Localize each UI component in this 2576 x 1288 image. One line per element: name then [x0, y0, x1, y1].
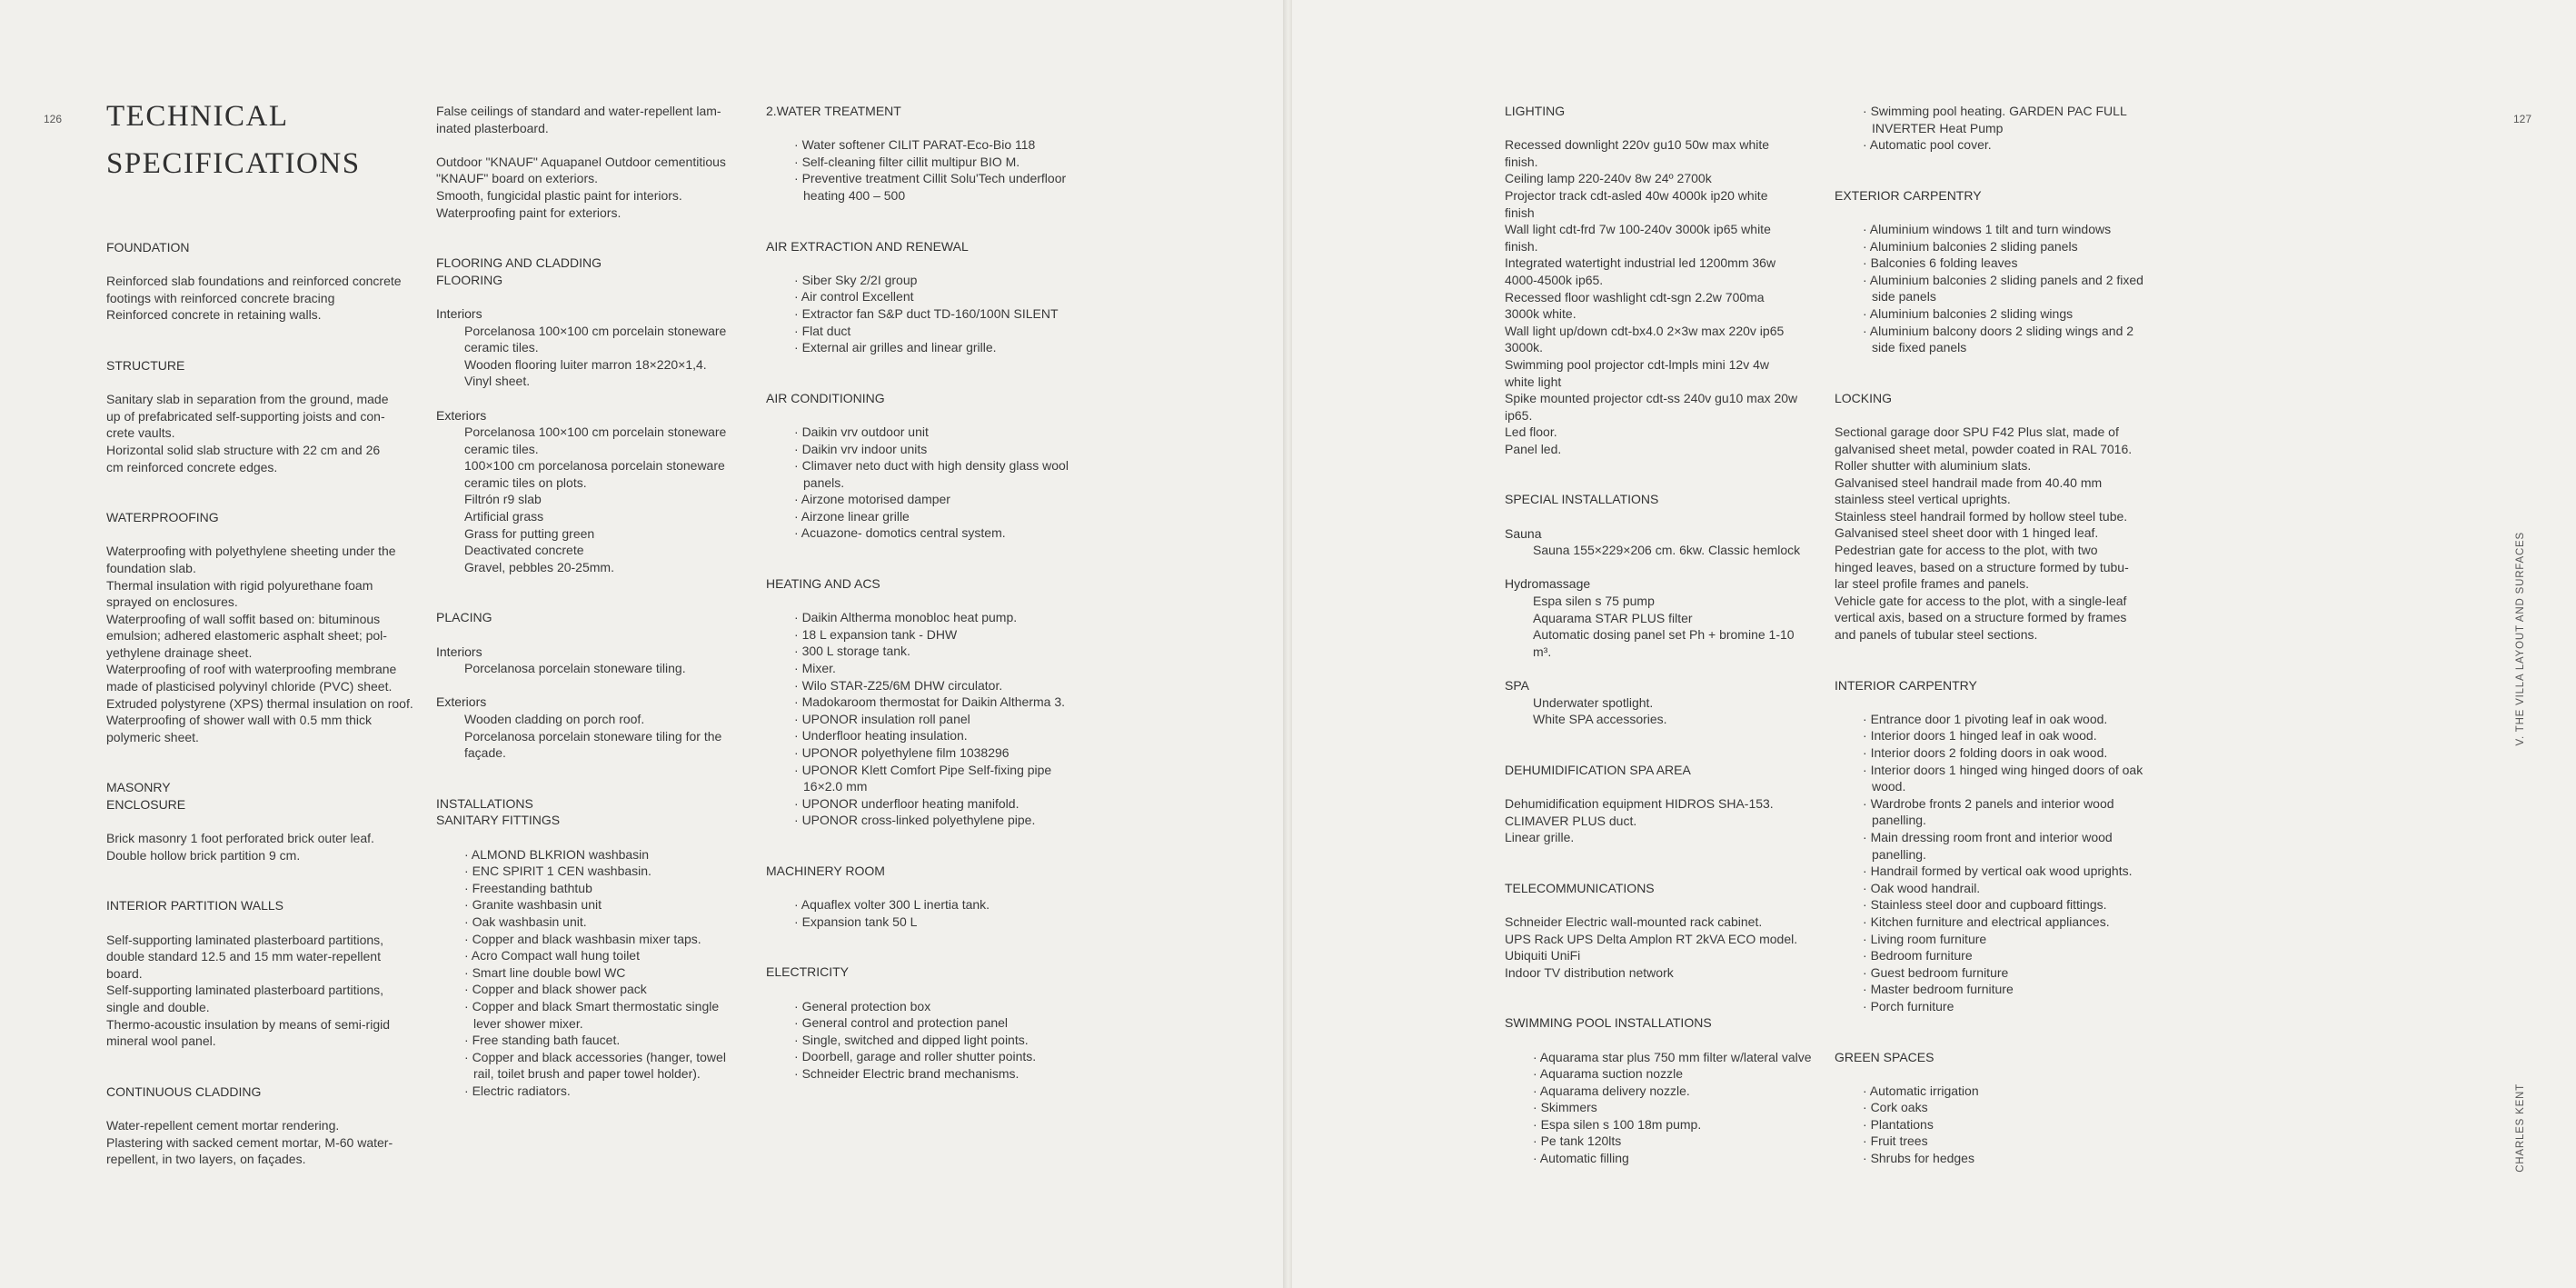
- spec-line: mineral wool panel.: [106, 1033, 216, 1049]
- section-spacer: [1835, 356, 2143, 390]
- spec-line: Roller shutter with aluminium slats.: [1835, 458, 2032, 474]
- section-heading: TELECOMMUNICATIONS: [1505, 880, 1655, 895]
- spec-line: Water-repellent cement mortar rendering.: [106, 1117, 340, 1133]
- section-spacer: [106, 324, 415, 357]
- spacer: [436, 626, 745, 644]
- bullet-item: · Oak wood handrail.: [1835, 880, 2143, 897]
- spacer: [106, 914, 415, 932]
- spec-column-2: [436, 103, 745, 1099]
- bullet-item: · Bedroom furniture: [1835, 947, 2143, 964]
- section-spacer: [1835, 644, 2143, 677]
- page-number-left: 126: [44, 113, 63, 125]
- section-spacer: [766, 930, 1075, 964]
- spec-line: stainless steel vertical uprights.: [1835, 492, 2011, 507]
- spacer: [106, 814, 415, 831]
- bullet-item: · Aluminium windows 1 tilt and turn windows: [1835, 221, 2143, 238]
- bullet-item: · Fruit trees: [1835, 1133, 2143, 1150]
- section-spacer: [1505, 457, 1814, 491]
- bullet-item: · Automatic filling: [1505, 1150, 1814, 1167]
- spec-line-indented: Porcelanosa porcelain stoneware tiling.: [464, 661, 686, 676]
- section-heading: HEATING AND ACS: [766, 576, 880, 592]
- spec-line: Double hollow brick partition 9 cm.: [106, 847, 301, 863]
- bullet-item: · UPONOR polyethylene film 1038296: [766, 744, 1075, 762]
- section-heading: INTERIOR PARTITION WALLS: [106, 898, 283, 914]
- spec-column-1: [106, 239, 415, 1168]
- bullet-item: · Copper and black washbasin mixer taps.: [436, 931, 745, 948]
- section-heading: 2.WATER TREATMENT: [766, 104, 901, 118]
- section-heading: LIGHTING: [1505, 104, 1566, 118]
- spec-line: "KNAUF" board on exteriors.: [436, 171, 599, 186]
- spec-line: Recessed floor washlight cdt-sgn 2.2w 700ma: [1505, 289, 1765, 305]
- spec-line-indented: Porcelanosa 100×100 cm porcelain stoneware: [464, 323, 727, 338]
- section-heading: SWIMMING POOL INSTALLATIONS: [1505, 1015, 1712, 1031]
- spec-line-indented: Aquarama STAR PLUS filter: [1533, 610, 1693, 625]
- spec-line: hinged leaves, based on a structure formed by tubu-: [1835, 559, 2129, 574]
- section-heading: FLOORING: [436, 272, 503, 287]
- section-heading: CONTINUOUS CLADDING: [106, 1083, 262, 1099]
- bullet-item: · Freestanding bathtub: [436, 880, 745, 897]
- spec-line: Thermo-acoustic insulation by means of semi-rigid: [106, 1016, 391, 1032]
- subsection-label: SPA: [1505, 678, 1529, 693]
- bullet-item: · Handrail formed by vertical oak wood uprights.: [1835, 863, 2143, 880]
- spacer: [106, 526, 415, 544]
- spec-line: yethylene drainage sheet.: [106, 644, 253, 660]
- spacer: [766, 880, 1075, 897]
- spacer: [1505, 896, 1814, 914]
- bullet-item: · Climaver neto duct with high density glass wool panels.: [766, 457, 1075, 491]
- spec-line: Vehicle gate for access to the plot, with a single-leaf: [1835, 593, 2127, 608]
- bullet-item: · Plantations: [1835, 1116, 2143, 1133]
- spec-line: Horizontal solid slab structure with 22 cm and 26: [106, 442, 381, 457]
- section-heading: ENCLOSURE: [106, 797, 186, 813]
- bullet-item: · Stainless steel door and cupboard fittings.: [1835, 896, 2143, 914]
- bullet-item: · Wilo STAR-Z25/6M DHW circulator.: [766, 677, 1075, 694]
- spec-line: Plastering with sacked cement mortar, M-60 water-: [106, 1134, 393, 1150]
- bullet-item: · Aluminium balconies 2 sliding panels and 2 fixed side panels: [1835, 272, 2143, 305]
- bullet-item: · Acro Compact wall hung toilet: [436, 947, 745, 964]
- spec-column-4: [1505, 103, 1814, 1167]
- bullet-item: · Daikin Altherma monobloc heat pump.: [766, 609, 1075, 626]
- spec-line: Waterproofing of shower wall with 0.5 mm thick: [106, 713, 373, 728]
- bullet-item: · Swimming pool heating. GARDEN PAC FULL INVERTER Heat Pump: [1835, 103, 2143, 136]
- spec-line: Self-supporting laminated plasterboard partitions,: [106, 932, 384, 947]
- bullet-item: · Aquaflex volter 300 L inertia tank.: [766, 896, 1075, 914]
- section-spacer: [766, 356, 1075, 390]
- spec-line-indented: ceramic tiles on plots.: [464, 474, 587, 490]
- subsection-label: Interiors: [436, 305, 482, 321]
- bullet-item: · Oak washbasin unit.: [436, 914, 745, 931]
- spec-line-indented: ceramic tiles.: [464, 340, 539, 355]
- section-heading: AIR CONDITIONING: [766, 390, 885, 405]
- bullet-item: · Automatic pool cover.: [1835, 136, 2143, 154]
- section-spacer: [1835, 1015, 2143, 1049]
- title-line-2: SPECIFICATIONS: [106, 147, 361, 180]
- spec-line-indented: Underwater spotlight.: [1533, 694, 1654, 710]
- bullet-item: · ALMOND BLKRION washbasin: [436, 846, 745, 864]
- spec-line: Waterproofing of roof with waterproofing membrane: [106, 662, 397, 677]
- bullet-item: · Siber Sky 2/2I group: [766, 272, 1075, 289]
- section-spacer: [106, 1050, 415, 1083]
- bullet-item: · Expansion tank 50 L: [766, 914, 1075, 931]
- bullet-item: · General control and protection panel: [766, 1014, 1075, 1032]
- bullet-item: · UPONOR underfloor heating manifold.: [766, 795, 1075, 813]
- bullet-item: · UPONOR Klett Comfort Pipe Self-fixing pipe 16×2.0 mm: [766, 762, 1075, 795]
- spec-line-indented: Sauna 155×229×206 cm. 6kw. Classic hemlock: [1533, 543, 1801, 558]
- spec-line: single and double.: [106, 999, 210, 1014]
- spec-line: Spike mounted projector cdt-ss 240v gu10 max 20w: [1505, 391, 1798, 406]
- bullet-item: · UPONOR cross-linked polyethylene pipe.: [766, 812, 1075, 829]
- spec-line: Waterproofing of wall soffit based on: bituminous: [106, 611, 381, 626]
- spec-line-indented: ceramic tiles.: [464, 441, 539, 456]
- spec-line: Dehumidification equipment HIDROS SHA-153.: [1505, 795, 1774, 811]
- spec-line: Led floor.: [1505, 424, 1557, 440]
- spacer: [436, 677, 745, 694]
- subsection-label: Sauna: [1505, 525, 1542, 541]
- section-heading: EXTERIOR CARPENTRY: [1835, 187, 1982, 203]
- spec-line: Reinforced slab foundations and reinforced concrete: [106, 274, 402, 289]
- spec-line: Ceiling lamp 220-240v 8w 24º 2700k: [1505, 171, 1712, 186]
- bullet-item: · Electric radiators.: [436, 1083, 745, 1100]
- spacer: [436, 136, 745, 154]
- section-heading: AIR EXTRACTION AND RENEWAL: [766, 238, 969, 254]
- bullet-item: · Pe tank 120lts: [1505, 1133, 1814, 1150]
- section-spacer: [1505, 846, 1814, 880]
- spec-line: 4000-4500k ip65.: [1505, 272, 1604, 287]
- bullet-item: · Guest bedroom furniture: [1835, 964, 2143, 982]
- spec-line: finish.: [1505, 238, 1538, 254]
- spec-line-indented: Deactivated concrete: [464, 543, 584, 558]
- spacer: [106, 256, 415, 274]
- spec-line: Swimming pool projector cdt-lmpls mini 12v 4w: [1505, 356, 1769, 372]
- bullet-item: · Air control Excellent: [766, 288, 1075, 305]
- subsection-label: Interiors: [436, 644, 482, 659]
- spec-line: UPS Rack UPS Delta Amplon RT 2kVA ECO model.: [1505, 931, 1798, 946]
- page-title: [106, 93, 361, 187]
- section-heading: FOUNDATION: [106, 240, 190, 255]
- spec-line: Stainless steel handrail formed by hollow steel tube.: [1835, 508, 2128, 524]
- bullet-item: · UPONOR insulation roll panel: [766, 711, 1075, 728]
- bullet-item: · Madokaroom thermostat for Daikin Altherma 3.: [766, 694, 1075, 711]
- spec-line: Galvanised steel sheet door with 1 hinged leaf.: [1835, 525, 2099, 541]
- spec-line: finish: [1505, 205, 1535, 220]
- spec-line: Wall light cdt-frd 7w 100-240v 3000k ip65 white: [1505, 222, 1771, 237]
- spec-line-indented: Gravel, pebbles 20-25mm.: [464, 559, 614, 574]
- bullet-item: · Aluminium balcony doors 2 sliding wings and 2 side fixed panels: [1835, 323, 2143, 356]
- spec-line: vertical axis, based on a structure formed by frames: [1835, 610, 2127, 625]
- subsection-label: Exteriors: [436, 407, 487, 423]
- spacer: [766, 981, 1075, 998]
- spec-line-indented: 100×100 cm porcelanosa porcelain stoneware: [464, 458, 725, 474]
- bullet-item: · 18 L expansion tank - DHW: [766, 626, 1075, 644]
- page-number-right: 127: [2513, 113, 2532, 125]
- bullet-item: · Espa silen s 100 18m pump.: [1505, 1116, 1814, 1133]
- spec-line: Wall light up/down cdt-bx4.0 2×3w max 220v ip65: [1505, 323, 1785, 338]
- bullet-item: · Porch furniture: [1835, 998, 2143, 1015]
- spec-line: finish.: [1505, 154, 1538, 169]
- bullet-item: · Interior doors 1 hinged leaf in oak wood.: [1835, 727, 2143, 744]
- spacer: [1505, 1032, 1814, 1049]
- bullet-item: · Entrance door 1 pivoting leaf in oak wood.: [1835, 711, 2143, 728]
- bullet-item: · Daikin vrv outdoor unit: [766, 424, 1075, 441]
- section-spacer: [436, 762, 745, 795]
- spec-line: cm reinforced concrete edges.: [106, 459, 278, 474]
- bullet-item: · General protection box: [766, 998, 1075, 1015]
- section-heading: MASONRY: [106, 780, 171, 795]
- subsection-label: Hydromassage: [1505, 576, 1591, 592]
- spec-line: Pedestrian gate for access to the plot, with two: [1835, 543, 2098, 558]
- spec-line: Waterproofing with polyethylene sheeting under the: [106, 544, 396, 559]
- spec-line: Indoor TV distribution network: [1505, 964, 1674, 980]
- bullet-item: · Automatic irrigation: [1835, 1083, 2143, 1100]
- section-heading: ELECTRICITY: [766, 964, 850, 980]
- bullet-item: · Flat duct: [766, 323, 1075, 340]
- spacer: [1505, 559, 1814, 576]
- section-heading: MACHINERY ROOM: [766, 863, 885, 878]
- bullet-item: · Extractor fan S&P duct TD-160/100N SILENT: [766, 305, 1075, 323]
- spec-line-indented: Artificial grass: [464, 509, 544, 524]
- section-spacer: [436, 575, 745, 609]
- bullet-item: · Aluminium balconies 2 sliding wings: [1835, 305, 2143, 323]
- spec-line: inated plasterboard.: [436, 120, 549, 135]
- bullet-item: · Daikin vrv indoor units: [766, 441, 1075, 458]
- spec-line: made of plasticised polyvinyl chloride (PVC) sheet.: [106, 679, 393, 694]
- book-gutter: [1283, 0, 1292, 1288]
- section-heading: WATERPROOFING: [106, 510, 219, 525]
- bullet-item: · Copper and black accessories (hanger, towel rail, toilet brush and paper towel holder).: [436, 1049, 745, 1083]
- bullet-item: · Shrubs for hedges: [1835, 1150, 2143, 1167]
- spec-line: Brick masonry 1 foot perforated brick outer leaf.: [106, 831, 374, 846]
- bullet-item: · Schneider Electric brand mechanisms.: [766, 1065, 1075, 1083]
- spec-line: Outdoor "KNAUF" Aquapanel Outdoor cementitious: [436, 154, 726, 169]
- bullet-item: · Interior doors 2 folding doors in oak wood.: [1835, 744, 2143, 762]
- spec-line: Extruded polystyrene (XPS) thermal insulation on roof.: [106, 695, 413, 711]
- author-label: CHARLES KENT: [2515, 1083, 2526, 1173]
- spacer: [1505, 508, 1814, 525]
- spacer: [106, 374, 415, 392]
- spec-line: Smooth, fungicidal plastic paint for interiors.: [436, 187, 682, 203]
- spec-line-indented: Espa silen s 75 pump: [1533, 594, 1655, 609]
- section-heading: INSTALLATIONS: [436, 795, 533, 811]
- section-spacer: [1505, 728, 1814, 762]
- bullet-item: · ENC SPIRIT 1 CEN washbasin.: [436, 863, 745, 880]
- spec-line: board.: [106, 965, 143, 981]
- bullet-item: · Free standing bath faucet.: [436, 1032, 745, 1049]
- spacer: [436, 829, 745, 846]
- section-spacer: [436, 221, 745, 255]
- spec-line: foundation slab.: [106, 560, 196, 575]
- bullet-item: · External air grilles and linear grille.: [766, 339, 1075, 356]
- bullet-item: · Underfloor heating insulation.: [766, 727, 1075, 744]
- spec-line: Panel led.: [1505, 441, 1562, 456]
- spec-line: Recessed downlight 220v gu10 50w max white: [1505, 137, 1770, 153]
- spec-line-indented: Grass for putting green: [464, 525, 595, 541]
- section-heading: INTERIOR CARPENTRY: [1835, 677, 1977, 693]
- section-heading: STRUCTURE: [106, 357, 185, 373]
- spec-line: crete vaults.: [106, 425, 175, 441]
- spec-line: lar steel profile frames and panels.: [1835, 576, 2029, 592]
- spec-line: and panels of tubular steel sections.: [1835, 627, 2038, 643]
- spec-line: Sanitary slab in separation from the ground, made: [106, 392, 389, 407]
- spec-line: Waterproofing paint for exteriors.: [436, 205, 622, 220]
- section-heading: LOCKING: [1835, 390, 1893, 405]
- spec-line-indented: White SPA accessories.: [1533, 712, 1667, 727]
- subsection-label: Exteriors: [436, 694, 487, 710]
- spec-line: Linear grille.: [1505, 830, 1575, 845]
- spec-line: 3000k.: [1505, 340, 1544, 355]
- spec-line: up of prefabricated self-supporting joists and con-: [106, 408, 385, 424]
- bullet-item: · Self-cleaning filter cillit multipur BIO M.: [766, 154, 1075, 171]
- spacer: [766, 593, 1075, 610]
- spec-line: repellent, in two layers, on façades.: [106, 1152, 306, 1167]
- spacer: [1835, 406, 2143, 424]
- bullet-item: · Aluminium balconies 2 sliding panels: [1835, 238, 2143, 255]
- spec-line: Projector track cdt-asled 40w 4000k ip20 white: [1505, 187, 1768, 203]
- bullet-item: · Doorbell, garage and roller shutter points.: [766, 1048, 1075, 1065]
- spec-line-indented: Wooden cladding on porch roof.: [464, 712, 645, 726]
- spec-line-indented: Porcelanosa porcelain stoneware tiling for the: [464, 728, 722, 744]
- spec-line-indented: Vinyl sheet.: [464, 374, 531, 389]
- bullet-item: · Master bedroom furniture: [1835, 981, 2143, 998]
- spec-line: False ceilings of standard and water-repellent lam-: [436, 104, 721, 118]
- spacer: [1835, 694, 2143, 711]
- bullet-item: · Smart line double bowl WC: [436, 964, 745, 982]
- spec-line: Ubiquiti UniFi: [1505, 948, 1581, 964]
- bullet-item: · 300 L storage tank.: [766, 643, 1075, 660]
- section-heading: FLOORING AND CLADDING: [436, 255, 602, 271]
- spacer: [1505, 120, 1814, 137]
- bullet-item: · Single, switched and dipped light points.: [766, 1032, 1075, 1049]
- bullet-item: · Airzone linear grille: [766, 508, 1075, 525]
- spacer: [766, 406, 1075, 424]
- spec-line: emulsion; adhered elastomeric asphalt sheet; pol-: [106, 628, 387, 644]
- spacer: [766, 120, 1075, 137]
- spec-line-indented: Automatic dosing panel set Ph + bromine 1-10 m³.: [1533, 627, 1795, 659]
- spacer: [1505, 660, 1814, 677]
- section-spacer: [766, 829, 1075, 863]
- bullet-item: · Water softener CILIT PARAT-Eco-Bio 118: [766, 136, 1075, 154]
- spec-line: Integrated watertight industrial led 1200mm 36w: [1505, 255, 1776, 271]
- spec-line: ip65.: [1505, 407, 1533, 423]
- section-spacer: [106, 475, 415, 509]
- bullet-item: · Acuazone- domotics central system.: [766, 524, 1075, 542]
- spacer: [436, 288, 745, 305]
- section-heading: DEHUMIDIFICATION SPA AREA: [1505, 762, 1691, 777]
- bullet-item: · Copper and black shower pack: [436, 981, 745, 998]
- spec-line: footings with reinforced concrete bracing: [106, 290, 335, 305]
- bullet-item: · Cork oaks: [1835, 1099, 2143, 1116]
- bullet-item: · Kitchen furniture and electrical appliances.: [1835, 914, 2143, 931]
- section-heading: SANITARY FITTINGS: [436, 813, 561, 828]
- spec-line: Thermal insulation with rigid polyurethane foam: [106, 577, 373, 593]
- spec-column-3: [766, 103, 1075, 1083]
- spec-line-indented: Porcelanosa 100×100 cm porcelain stoneware: [464, 424, 727, 440]
- section-spacer: [1505, 981, 1814, 1014]
- section-spacer: [106, 745, 415, 779]
- section-spacer: [766, 542, 1075, 575]
- spacer: [1835, 1065, 2143, 1083]
- bullet-item: · Living room furniture: [1835, 931, 2143, 948]
- section-heading: GREEN SPACES: [1835, 1049, 1934, 1064]
- spec-line: Schneider Electric wall-mounted rack cabinet.: [1505, 914, 1763, 929]
- spacer: [1835, 204, 2143, 221]
- spec-line-indented: Wooden flooring luiter marron 18×220×1,4.: [464, 356, 707, 372]
- chapter-label: V. THE VILLA LAYOUT AND SURFACES: [2515, 532, 2526, 746]
- spec-line: double standard 12.5 and 15 mm water-repellent: [106, 949, 381, 964]
- spec-line-indented: façade.: [464, 745, 506, 761]
- spacer: [1505, 778, 1814, 795]
- spec-line: Galvanised steel handrail made from 40.40 mm: [1835, 474, 2103, 490]
- section-spacer: [106, 864, 415, 897]
- bullet-item: · Main dressing room front and interior wood panelling.: [1835, 829, 2143, 863]
- section-heading: PLACING: [436, 610, 492, 625]
- spec-line-indented: Filtrón r9 slab: [464, 492, 542, 507]
- spec-line: Sectional garage door SPU F42 Plus slat, made of: [1835, 424, 2119, 439]
- bullet-item: · Skimmers: [1505, 1099, 1814, 1116]
- bullet-item: · Copper and black Smart thermostatic single lever shower mixer.: [436, 998, 745, 1032]
- spec-line: polymeric sheet.: [106, 729, 199, 744]
- section-heading: SPECIAL INSTALLATIONS: [1505, 492, 1659, 507]
- spec-line: white light: [1505, 374, 1562, 389]
- bullet-item: · Aquarama star plus 750 mm filter w/lateral valve: [1505, 1049, 1814, 1066]
- title-line-1: TECHNICAL: [106, 100, 289, 133]
- spacer: [766, 255, 1075, 272]
- spacer: [436, 390, 745, 407]
- section-spacer: [766, 205, 1075, 238]
- bullet-item: · Granite washbasin unit: [436, 896, 745, 914]
- section-spacer: [1835, 154, 2143, 187]
- bullet-item: · Airzone motorised damper: [766, 491, 1075, 508]
- spec-line: 3000k white.: [1505, 306, 1576, 322]
- spec-line: galvanised sheet metal, powder coated in RAL 7016.: [1835, 441, 2133, 456]
- bullet-item: · Wardrobe fronts 2 panels and interior wood panelling.: [1835, 795, 2143, 829]
- bullet-item: · Balconies 6 folding leaves: [1835, 255, 2143, 272]
- bullet-item: · Mixer.: [766, 660, 1075, 677]
- spec-line: Reinforced concrete in retaining walls.: [106, 307, 322, 323]
- bullet-item: · Aquarama delivery nozzle.: [1505, 1083, 1814, 1100]
- bullet-item: · Interior doors 1 hinged wing hinged doors of oak wood.: [1835, 762, 2143, 795]
- spec-line: CLIMAVER PLUS duct.: [1505, 813, 1637, 828]
- spec-line: Self-supporting laminated plasterboard partitions,: [106, 983, 384, 998]
- spec-line: sprayed on enclosures.: [106, 594, 238, 610]
- bullet-item: · Preventive treatment Cillit Solu'Tech underfloor heating 400 – 500: [766, 170, 1075, 204]
- bullet-item: · Aquarama suction nozzle: [1505, 1065, 1814, 1083]
- spacer: [106, 1100, 415, 1117]
- spec-column-5: [1835, 103, 2143, 1167]
